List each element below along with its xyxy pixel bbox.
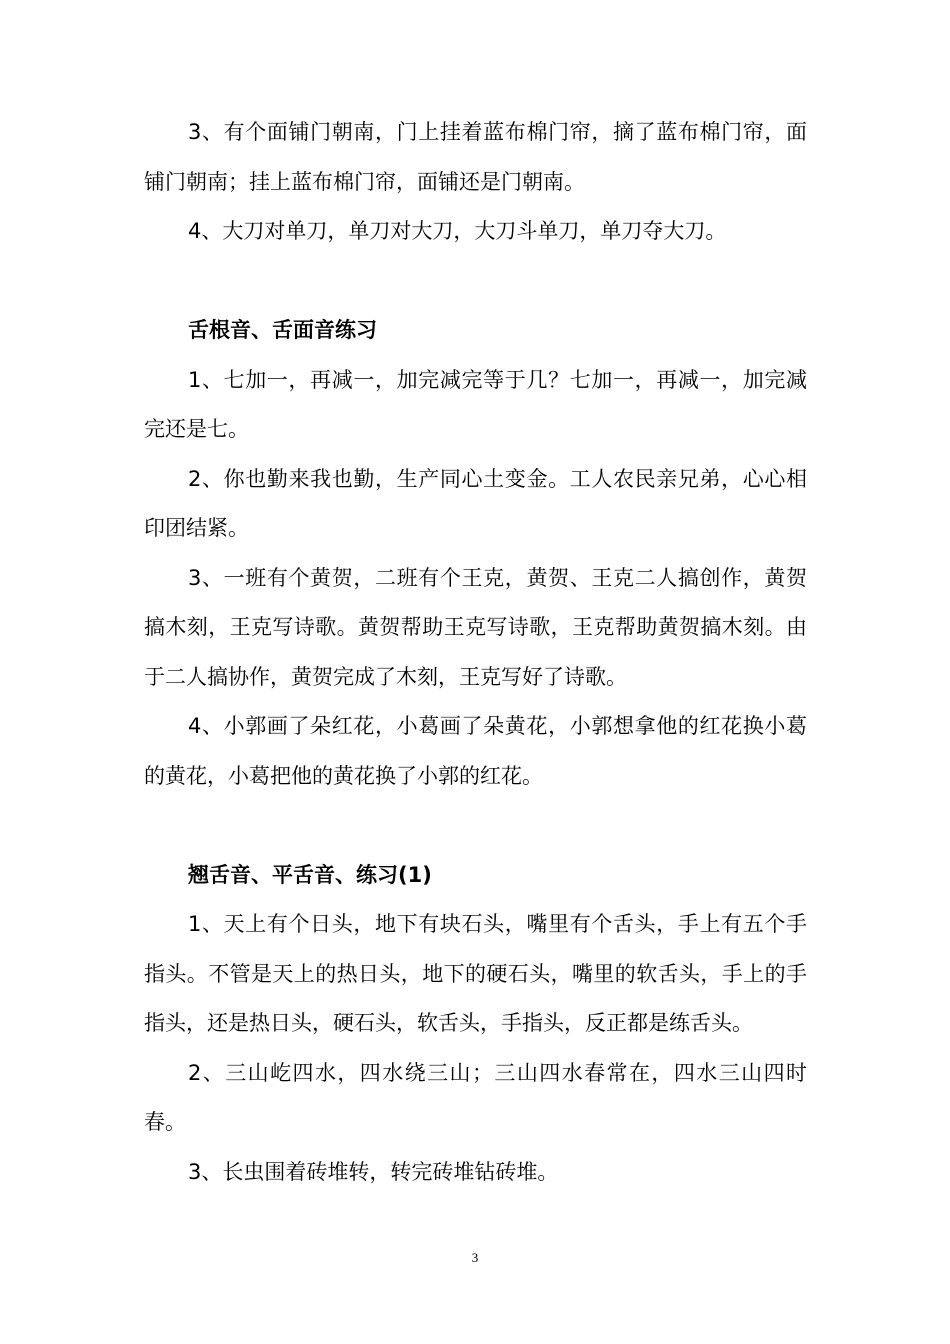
section-heading: 舌根音、舌面音练习 bbox=[188, 318, 377, 342]
section-gap bbox=[144, 801, 807, 851]
paragraph-item: 4、小郭画了朵红花，小葛画了朵黄花，小郭想拿他的红花换小葛的黄花，小葛把他的黄花换了小郭的红花。 bbox=[144, 714, 807, 788]
section-heading: 翘舌音、平舌音、练习(1) bbox=[188, 862, 432, 887]
paragraph-item: 2、三山屹四水，四水绕三山；三山四水春常在，四水三山四时春。 bbox=[144, 1060, 807, 1134]
paragraph-item: 3、有个面铺门朝南，门上挂着蓝布棉门帘，摘了蓝布棉门帘，面铺门朝南；挂上蓝布棉门帘，面铺还是门朝南。 bbox=[144, 120, 807, 194]
page-number: 3 bbox=[471, 1250, 479, 1265]
paragraph-item: 1、天上有个日头，地下有块石头，嘴里有个舌头，手上有五个手指头。不管是天上的热日头，地下的硬石头，嘴里的软舌头，手上的手指头，还是热日头，硬石头，软舌头，手指头，反正都是练舌头。 bbox=[144, 912, 807, 1035]
paragraph-item: 2、你也勤来我也勤，生产同心土变金。工人农民亲兄弟，心心相印团结紧。 bbox=[144, 466, 807, 540]
paragraph-item: 3、长虫围着砖堆转，转完砖堆钻砖堆。 bbox=[188, 1159, 559, 1184]
paragraph-item: 3、一班有个黄贺，二班有个王克，黄贺、王克二人搞创作，黄贺搞木刻，王克写诗歌。黄贺帮助王克写诗歌，王克帮助黄贺搞木刻。由于二人搞协作，黄贺完成了木刻，王克写好了诗歌。 bbox=[144, 565, 807, 689]
page-content bbox=[144, 108, 807, 1197]
paragraph-item: 4、大刀对单刀，单刀对大刀，大刀斗单刀，单刀夺大刀。 bbox=[188, 219, 727, 243]
section-gap bbox=[144, 257, 807, 307]
paragraph-item: 1、七加一，再减一，加完减完等于几？七加一，再减一，加完减完还是七。 bbox=[144, 367, 807, 441]
